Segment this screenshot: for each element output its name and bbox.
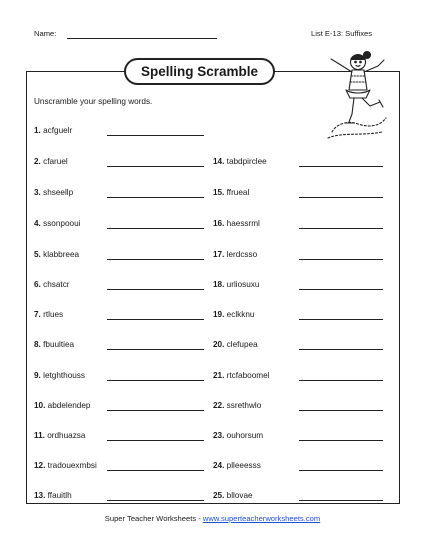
item-number: 23.	[213, 431, 225, 440]
scrambled-word: rtlues	[40, 310, 64, 319]
scrambled-word: klabbreea	[40, 250, 80, 259]
list-item	[213, 188, 249, 197]
answer-line[interactable]	[299, 500, 383, 501]
item-number: 14.	[213, 157, 225, 166]
item-number: 21.	[213, 371, 225, 380]
answer-line[interactable]	[299, 380, 383, 381]
item-number: 10.	[34, 401, 46, 410]
answer-line[interactable]	[299, 440, 383, 441]
scrambled-word: ordhuazsa	[44, 431, 86, 440]
footer	[0, 514, 425, 523]
list-item	[34, 491, 72, 500]
list-item	[34, 188, 73, 197]
list-item	[213, 491, 253, 500]
scrambled-word: ssrethwlo	[224, 401, 262, 410]
list-item	[213, 250, 257, 259]
scrambled-word: abdelendep	[45, 401, 91, 410]
answer-line[interactable]	[107, 135, 204, 136]
item-number: 6.	[34, 280, 41, 289]
answer-line[interactable]	[299, 470, 383, 471]
item-number: 25.	[213, 491, 225, 500]
scrambled-word: lerdcsso	[224, 250, 258, 259]
item-number: 3.	[34, 188, 41, 197]
scrambled-word: fbuultiea	[40, 340, 75, 349]
item-number: 12.	[34, 461, 46, 470]
answer-line[interactable]	[107, 349, 204, 350]
ice-skater-illustration	[322, 48, 390, 144]
item-number: 8.	[34, 340, 41, 349]
scrambled-word: tradouexmbsi	[45, 461, 97, 470]
answer-line[interactable]	[107, 500, 204, 501]
answer-line[interactable]	[299, 289, 383, 290]
list-item	[213, 219, 260, 228]
list-item	[34, 401, 90, 410]
list-item	[34, 219, 80, 228]
page-title: Spelling Scramble	[124, 58, 275, 85]
item-number: 7.	[34, 310, 41, 319]
scrambled-word: shseellp	[40, 188, 74, 197]
answer-line[interactable]	[107, 289, 204, 290]
scrambled-word: ffrueal	[224, 188, 250, 197]
scrambled-word: ssonpooui	[40, 219, 81, 228]
instructions: Unscramble your spelling words.	[34, 97, 153, 106]
scrambled-word: chsatcr	[40, 280, 70, 289]
item-number: 24.	[213, 461, 225, 470]
scrambled-word: clefupea	[224, 340, 258, 349]
list-item	[34, 157, 68, 166]
list-item	[213, 157, 267, 166]
answer-line[interactable]	[107, 470, 204, 471]
item-number: 15.	[213, 188, 225, 197]
scrambled-word: ffauitlh	[45, 491, 72, 500]
answer-line[interactable]	[299, 228, 383, 229]
item-number: 16.	[213, 219, 225, 228]
answer-line[interactable]	[299, 349, 383, 350]
scrambled-word: rtcfaboomel	[224, 371, 270, 380]
item-number: 22.	[213, 401, 225, 410]
list-item	[213, 310, 254, 319]
item-number: 4.	[34, 219, 41, 228]
scrambled-word: bllovae	[224, 491, 253, 500]
answer-line[interactable]	[107, 197, 204, 198]
answer-line[interactable]	[299, 319, 383, 320]
list-item	[213, 280, 259, 289]
item-number: 19.	[213, 310, 225, 319]
list-item	[34, 461, 97, 470]
footer-link[interactable]: www.superteacherworksheets.com	[202, 514, 321, 523]
item-number: 2.	[34, 157, 41, 166]
answer-line[interactable]	[107, 380, 204, 381]
list-item	[213, 401, 261, 410]
list-item	[34, 310, 63, 319]
name-label: Name:	[34, 29, 57, 38]
item-number: 11.	[34, 431, 45, 440]
item-number: 5.	[34, 250, 41, 259]
footer-text: Super Teacher Worksheets -	[104, 514, 203, 523]
list-item	[213, 431, 263, 440]
list-item	[34, 371, 85, 380]
list-item	[34, 280, 70, 289]
list-item	[213, 340, 258, 349]
answer-line[interactable]	[299, 166, 383, 167]
list-item	[213, 371, 269, 380]
scrambled-word: urliosuxu	[224, 280, 260, 289]
item-number: 13.	[34, 491, 46, 500]
scrambled-word: letghthouss	[40, 371, 85, 380]
item-number: 17.	[213, 250, 225, 259]
answer-line[interactable]	[107, 259, 204, 260]
list-item	[34, 126, 72, 135]
scrambled-word: eclkknu	[224, 310, 255, 319]
answer-line[interactable]	[299, 259, 383, 260]
list-item	[34, 340, 74, 349]
scrambled-word: haessrml	[224, 219, 260, 228]
answer-line[interactable]	[107, 440, 204, 441]
list-item	[34, 431, 85, 440]
answer-line[interactable]	[299, 410, 383, 411]
list-item	[213, 461, 261, 470]
item-number: 20.	[213, 340, 225, 349]
answer-line[interactable]	[107, 319, 204, 320]
answer-line[interactable]	[107, 166, 204, 167]
scrambled-word: plleeesss	[224, 461, 261, 470]
scrambled-word: acfguelr	[40, 126, 73, 135]
name-line[interactable]	[67, 38, 217, 39]
list-label: List E-13: Suffixes	[311, 29, 373, 38]
item-number: 1.	[34, 126, 41, 135]
answer-line[interactable]	[107, 228, 204, 229]
scrambled-word: ouhorsum	[224, 431, 264, 440]
list-item	[34, 250, 79, 259]
answer-line[interactable]	[299, 197, 383, 198]
scrambled-word: cfaruel	[40, 157, 68, 166]
item-number: 18.	[213, 280, 225, 289]
answer-line[interactable]	[107, 410, 204, 411]
scrambled-word: tabdpirclee	[224, 157, 267, 166]
item-number: 9.	[34, 371, 41, 380]
name-row	[34, 29, 56, 38]
